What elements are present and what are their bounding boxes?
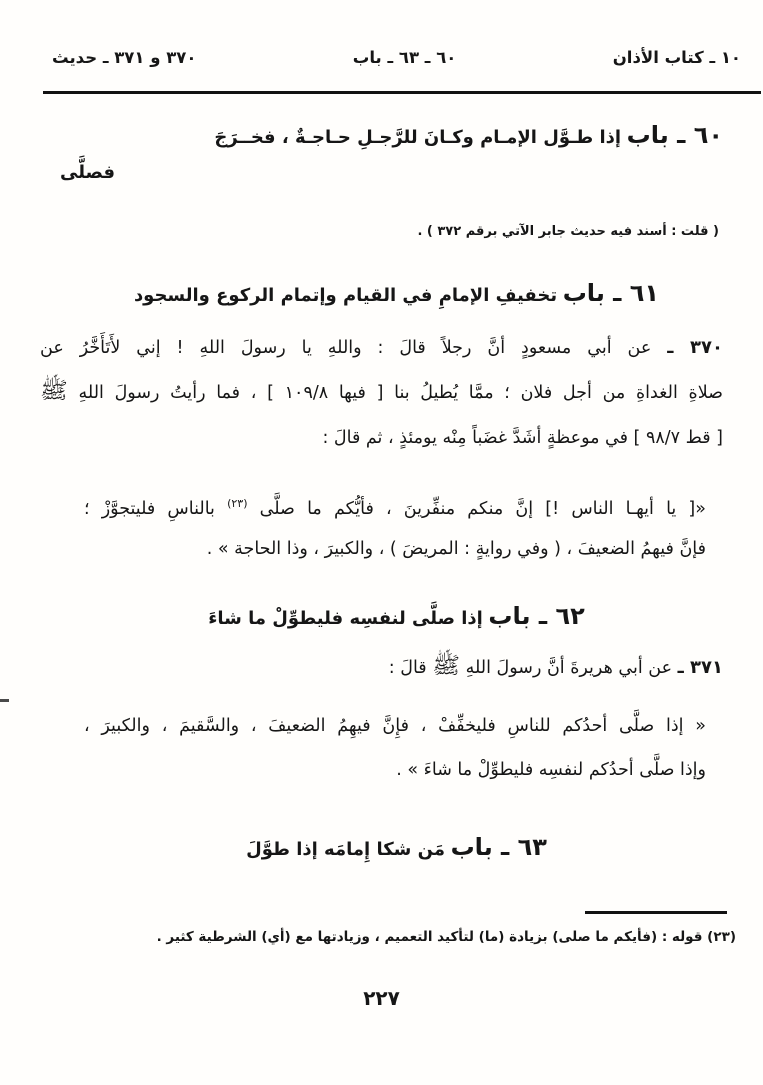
bab63-heading [70, 824, 723, 873]
hadith371-text-tail: قالَ : [388, 658, 427, 678]
header-chapter-range: ٦٠ ـ ٦٣ ـ باب [352, 48, 457, 67]
bab63-title: مَن شكا إِمامَه إذا طوَّلَ [246, 839, 445, 860]
hadith370-line1 [40, 331, 723, 365]
hadith370-text2: صلاةِ الغداةِ من أجل فلان ؛ ممَّا يُطيلُ بنا [ فيها ١٠٩/٨ ] ، فما رأيتُ رسولَ اللهِ [78, 383, 723, 403]
hadith370-line2 [40, 376, 723, 410]
sallallahu-alayhi-wasallam-symbol: ﷺ [432, 653, 461, 679]
hadith370-text1: عن أبي مسعودٍ أنَّ رجلاً قالَ : واللهِ يا رسولَ اللهِ ! إني لأَتَأَخَّرُ عن [40, 338, 652, 358]
hadith371-text: عن أبي هريرةَ أنَّ رسولَ اللهِ [465, 658, 673, 678]
hadith370-quote-line1 [84, 487, 706, 526]
bab60-note: ( قلت : أسند فيه حديث جابر الآتي برقم ٣٧٢ ) . [417, 224, 719, 239]
hadith371-quote-line1: « إذا صلَّى أحدُكم للناسِ فليخفِّفْ ، فإِنَّ فيهِمُ الضعيفَ ، والسَّقيمَ ، والكبيرَ ، [84, 716, 706, 736]
hadith370-number: ٣٧٠ ـ [667, 337, 723, 358]
footnote-divider [585, 911, 727, 914]
page-number: ٢٢٧ [363, 986, 400, 1010]
header-divider [43, 91, 761, 94]
bab60-heading [40, 112, 723, 161]
bab60-title: إذا طـوَّل الإمـام وكـانَ للرَّجـلِ حـاجـةٌ ، فخــرَجَ [214, 127, 622, 148]
hadith370-line3: [ قط ٩٨/٧ ] في موعظةٍ أشَدَّ غضَباً مِنْه يومئذٍ ، ثم قالَ : [322, 428, 723, 448]
bab62-title: إذا صلَّى لنفسِه فليطوِّلْ ما شاءَ [208, 608, 483, 629]
bab61-title: تخفيفِ الإمامِ في القيام وإتمام الركوع والسجود [133, 285, 558, 306]
hadith371-intro [40, 651, 723, 685]
bab62-label: ٦٢ ـ باب [488, 602, 585, 630]
quote370-pre: «[ يا أيهـا الناس !] إنَّ منكم منفِّرينَ ، فأيُّكم ما صلَّى [259, 499, 706, 519]
bab61-heading [70, 270, 723, 319]
hadith371-number: ٣٧١ ـ [677, 657, 723, 678]
bab60-label: ٦٠ ـ باب [626, 121, 723, 149]
page-header [52, 48, 741, 78]
header-hadith-range: ٣٧٠ و ٣٧١ ـ حديث [52, 48, 197, 67]
quote370-post: بالناسِ فليتجوَّزْ ؛ [84, 499, 215, 519]
bab61-label: ٦١ ـ باب [562, 279, 660, 307]
footnote-23-reference: (٢٣) [227, 497, 248, 510]
footnote-23: (٢٣) قوله : (فأيكم ما صلى) بزيادة (ما) لتأكيد التعميم ، وزيادتها مع (أي) الشرطية كثير . [156, 929, 736, 945]
bab62-heading [70, 593, 723, 642]
hadith371-quote-line2: وإذا صلَّى أحدُكم لنفسِه فليطوِّلْ ما شاءَ » . [396, 760, 706, 780]
bab63-label: ٦٣ ـ باب [450, 833, 547, 861]
header-book-title: ١٠ ـ كتاب الأذان [612, 48, 741, 67]
scan-artifact-mark [0, 699, 9, 702]
sallallahu-alayhi-wasallam-symbol: ﷺ [40, 378, 68, 404]
hadith370-quote-line2: فإنَّ فيهمُ الضعيفَ ، ( وفي روايةٍ : المريضَ ) ، والكبيرَ ، وذا الحاجة » . [206, 539, 706, 559]
bab60-title-tail: فصلَّى [60, 162, 116, 183]
